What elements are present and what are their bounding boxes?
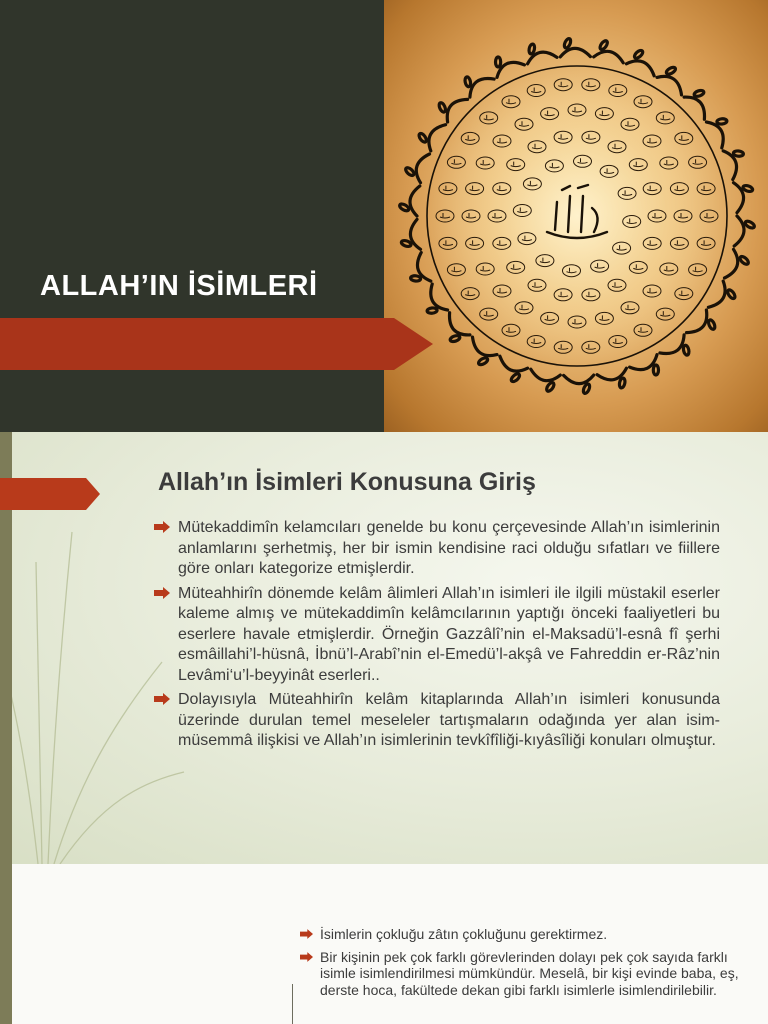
calligraphy-loop	[404, 166, 415, 177]
list-item	[154, 690, 720, 752]
calligraphy-loop	[563, 38, 572, 49]
arrow-bullet-icon	[154, 587, 170, 599]
bullet-text: Müteahhirîn dönemde kelâm âlimleri Allah’ın isimleri ile ilgili müstakil eserler kaleme almış ve mütekaddimîn kelâmcılarının yaptığı önceki faaliyetleri bu eserlere havale etmişlerdir. Örneğin Gazzâlî’nin el-Maksadü’l-esnâ fî şerhi esmâillahi’l-hüsnâ, İbnü’l-Arabî’nin el-Emedü’l-akşâ ve Fahreddin er-Râz’nin Levâmi‘u’l-beyyinât eserleri..	[178, 584, 720, 684]
calligraphy-loop	[410, 186, 420, 216]
list-item	[300, 926, 740, 943]
section-title: Allah’ın İsimleri Konusuna Giriş	[158, 468, 536, 496]
calligraphy-loop	[427, 307, 437, 313]
calligraphy-loop	[510, 372, 521, 383]
bullet-list	[300, 926, 740, 1004]
bullet-text: Dolayısıyla Müteahhirîn kelâm kitaplarında Allah’ın isimleri konusunda üzerinde durulan temel meseleler tartışmaların odağında yer alan isim-müsemmâ ilişkisi ve Allah’ın isimlerinin tevkîfîliği-kıyâsîliği konuları olmuştur.	[178, 691, 720, 749]
list-item	[300, 949, 740, 999]
calligraphy-loop	[619, 378, 626, 389]
calligraphy-loop	[418, 132, 428, 143]
calligraphy-loop	[725, 249, 738, 278]
calligraphy-loop	[599, 40, 609, 51]
bullet-list	[154, 518, 720, 756]
calligraphy-loop	[594, 51, 624, 62]
calligraphy-loop	[449, 335, 460, 343]
calligraphy-loop	[410, 275, 420, 281]
calligraphy-loop	[438, 102, 447, 113]
calligraphy-loop	[653, 365, 658, 375]
calligraphy-loop	[531, 369, 561, 380]
asmaul-husna-calligraphy-icon	[392, 30, 762, 402]
intro-slide	[0, 432, 768, 864]
arrow-bullet-icon	[300, 929, 313, 939]
calligraphy-loop	[707, 319, 716, 330]
calligraphy-loop	[528, 44, 535, 55]
calligraphy-loop	[564, 375, 594, 384]
bullet-text: Mütekaddimîn kelamcıları genelde bu konu çerçevesinde Allah’ın isimlerinin anlamlarını şerhetmiş, her bir ismin kendisine raci olduğu sıfatları ve fiillere göre onları kategorize etmişlerdir.	[178, 519, 720, 577]
calligraphy-loop	[734, 216, 744, 246]
slide-sidebar	[0, 864, 12, 1024]
arrow-bullet-icon	[300, 952, 313, 962]
calligraphy-loop	[742, 184, 753, 192]
list-item	[154, 518, 720, 580]
divider-line	[292, 984, 293, 1024]
calligraphy-loop	[744, 220, 755, 230]
calligraphy-loop	[401, 239, 412, 247]
calligraphy-loop	[683, 345, 690, 356]
section-accent-arrow	[0, 478, 100, 510]
calligraphy-loop	[733, 150, 743, 156]
calligraphy-loop	[717, 118, 727, 124]
calligraphy-loop	[582, 383, 591, 394]
bullet-text: İsimlerin çokluğu zâtın çokluğunu gerektirmez.	[320, 926, 608, 942]
arrow-bullet-icon	[154, 693, 170, 705]
calligraphy-loop	[665, 66, 676, 76]
calligraphy-loop	[545, 381, 555, 392]
calligraphy-loop	[416, 154, 429, 183]
calligraphy-loop	[626, 61, 654, 76]
names-slide	[0, 864, 768, 1024]
calligraphy-loop	[399, 203, 410, 213]
calligraphy-loop	[726, 289, 736, 300]
calligraphy-loop	[477, 357, 488, 367]
calligraphy-loop	[633, 49, 644, 60]
calligraphy-loop	[500, 356, 528, 371]
title-slide	[0, 0, 768, 432]
calligraphy-loop	[693, 89, 704, 97]
list-item	[154, 584, 720, 687]
arrow-bullet-icon	[154, 521, 170, 533]
calligraphy-loop	[560, 48, 590, 57]
calligraphy-loop	[464, 76, 471, 87]
calligraphy-loop	[496, 57, 501, 67]
title-accent-arrow	[0, 318, 433, 370]
calligraphy-loop	[739, 255, 750, 266]
slide-title: ALLAH’IN İSİMLERİ	[40, 270, 318, 302]
bullet-text: Bir kişinin pek çok farklı görevlerinden dolayı pek çok sayıda farklı isimle isimlendirilmesi mümkündür. Meselâ, bir kişi evinde baba, eş, derste hoca, fakültede dekan gibi farklı isimlerle isimlendirilebilir.	[320, 948, 739, 998]
